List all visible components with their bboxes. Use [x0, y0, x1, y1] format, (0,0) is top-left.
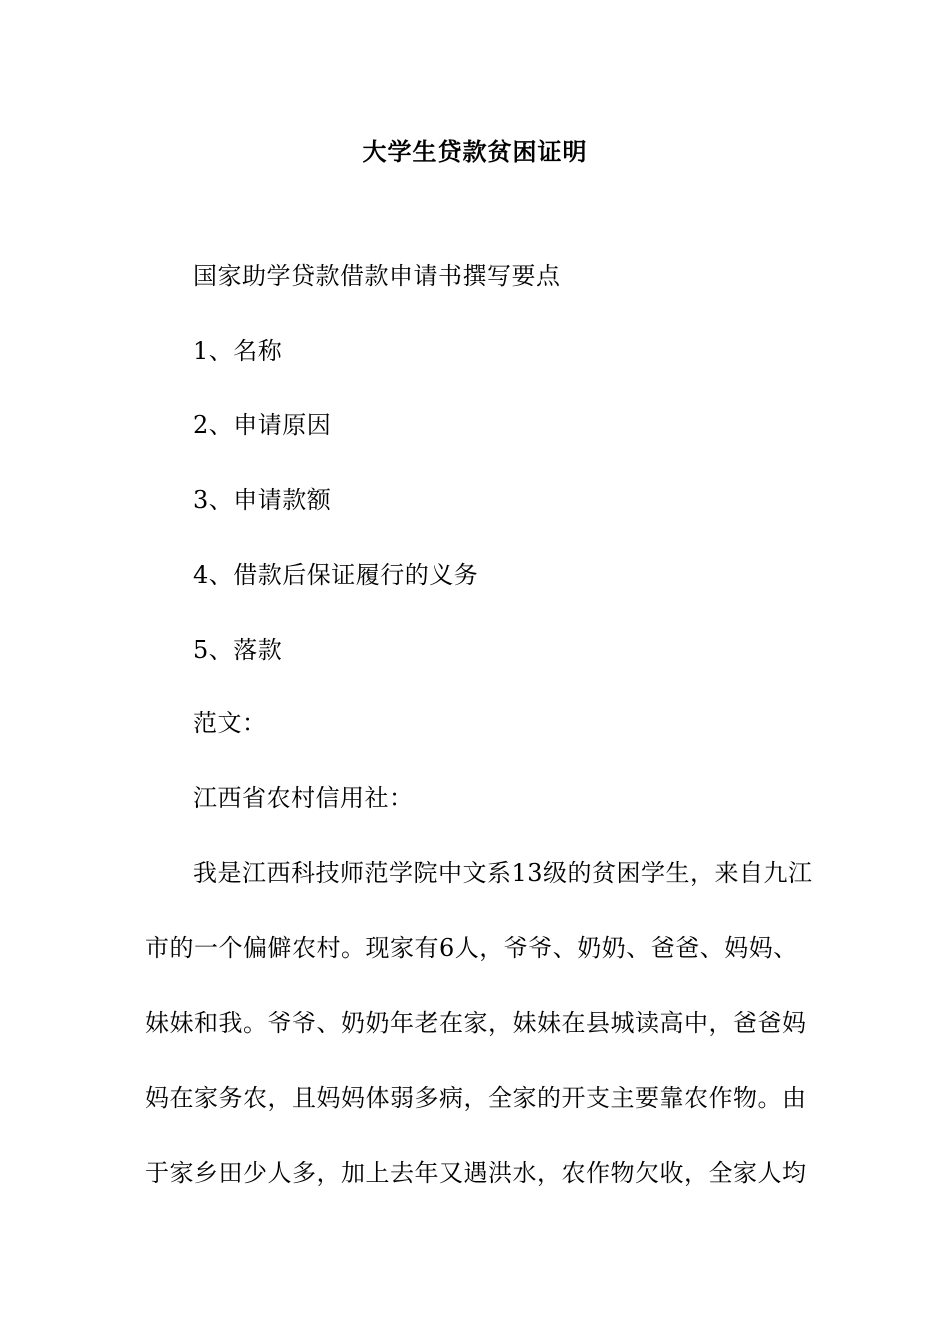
- heading-line: 国家助学贷款借款申请书撰写要点: [193, 262, 561, 290]
- list-item: 1、名称: [193, 337, 283, 365]
- sample-label: 范文：: [193, 709, 267, 737]
- body-line: 于家乡田少人多，加上去年又遇洪水，农作物欠收，全家人均: [145, 1159, 807, 1187]
- list-item: 2、申请原因: [193, 411, 332, 439]
- list-item: 5、落款: [193, 636, 283, 664]
- body-line: 妹妹和我。爷爷、奶奶年老在家，妹妹在县城读高中，爸爸妈: [145, 1009, 807, 1037]
- list-item: 4、借款后保证履行的义务: [193, 561, 479, 589]
- body-line: 我是江西科技师范学院中文系13级的贫困学生，来自九江: [193, 859, 813, 887]
- body-line: 妈在家务农，且妈妈体弱多病，全家的开支主要靠农作物。由: [145, 1084, 807, 1112]
- body-line: 市的一个偏僻农村。现家有6人，爷爷、奶奶、爸爸、妈妈、: [145, 934, 798, 962]
- list-item: 3、申请款额: [193, 486, 332, 514]
- salutation: 江西省农村信用社：: [193, 784, 414, 812]
- document-title: 大学生贷款贫困证明: [362, 137, 588, 166]
